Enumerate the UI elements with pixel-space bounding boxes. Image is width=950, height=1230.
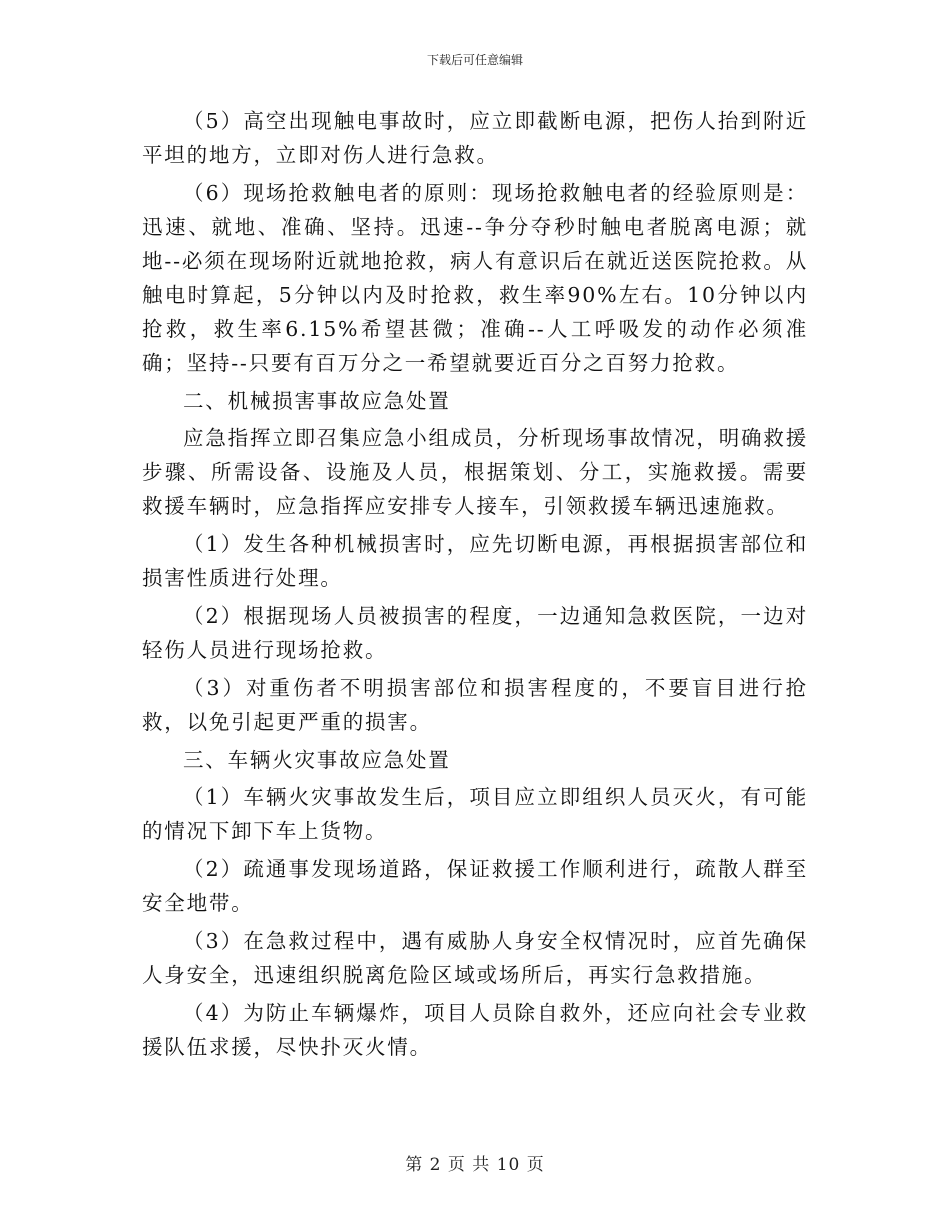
page-number-footer: 第 2 页 共 10 页 bbox=[405, 1155, 545, 1175]
document-body bbox=[142, 104, 808, 1068]
section-heading-vehicle-fire: 三、车辆火灾事故应急处置 bbox=[183, 748, 451, 772]
page-header: 下载后可任意编辑 bbox=[426, 53, 523, 67]
paragraph-electric-shock-rescue-principles: （6）现场抢救触电者的原则：现场抢救触电者的经验原则是：迅速、就地、准确、坚持。迅速--争分夺秒时触电者脱离电源；就地--必须在现场附近就地抢救，病人有意识后在就近送医院抢救。从触电时算起，5分钟以内及时抢救，救生率90%左右。10分钟以内抢救，救生率6.15%希望甚微；准确--人工呼吸发的动作必须准确；坚持--只要有百万分之一希望就要近百分之百努力抢救。 bbox=[142, 181, 808, 375]
paragraph-emergency-command: 应急指挥立即召集应急小组成员，分析现场事故情况，明确救援步骤、所需设备、设施及人员，根据策划、分工，实施救援。需要救援车辆时，应急指挥应安排专人接车，引领救援车辆迅速施救。 bbox=[142, 426, 808, 518]
paragraph-mechanical-item-2: （2）根据现场人员被损害的程度，一边通知急救医院，一边对轻伤人员进行现场抢救。 bbox=[142, 604, 808, 662]
paragraph-mechanical-item-3: （3）对重伤者不明损害部位和损害程度的，不要盲目进行抢救，以免引起更严重的损害。 bbox=[142, 676, 808, 734]
paragraph-fire-item-2: （2）疏通事发现场道路，保证救援工作顺利进行，疏散人群至安全地带。 bbox=[142, 857, 808, 915]
paragraph-fire-item-3: （3）在急救过程中，遇有威胁人身安全权情况时，应首先确保人身安全，迅速组织脱离危险区域或场所后，再实行急救措施。 bbox=[142, 929, 808, 987]
paragraph-fire-item-1: （1）车辆火灾事故发生后，项目应立即组织人员灭火，有可能的情况下卸下车上货物。 bbox=[142, 785, 808, 843]
section-heading-mechanical-injury: 二、机械损害事故应急处置 bbox=[183, 389, 451, 413]
paragraph-fire-item-4: （4）为防止车辆爆炸，项目人员除自救外，还应向社会专业救援队伍求援，尽快扑灭火情。 bbox=[142, 1001, 808, 1059]
paragraph-mechanical-item-1: （1）发生各种机械损害时，应先切断电源，再根据损害部位和损害性质进行处理。 bbox=[142, 532, 808, 590]
paragraph-high-altitude-electric-shock: （5）高空出现触电事故时，应立即截断电源，把伤人抬到附近平坦的地方，立即对伤人进行急救。 bbox=[142, 109, 808, 167]
